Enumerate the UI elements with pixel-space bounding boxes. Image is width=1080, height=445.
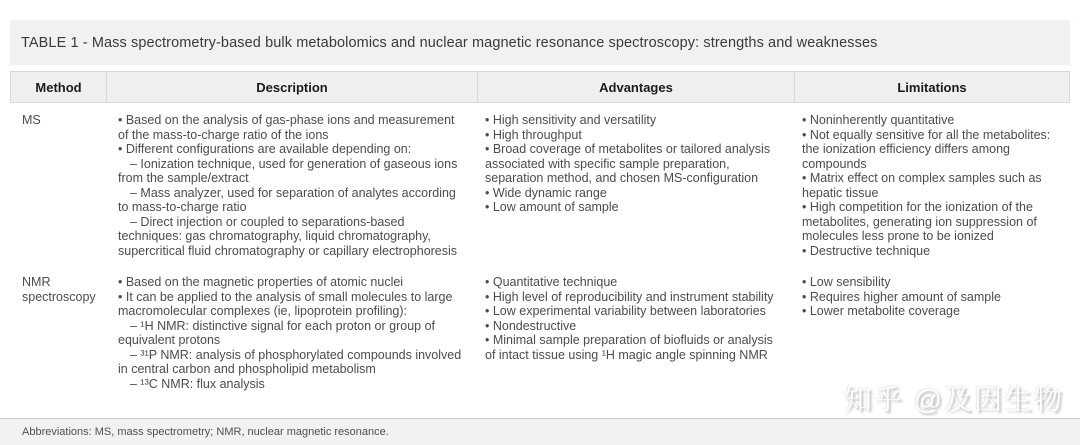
cell-line-item: • Quantitative technique bbox=[485, 275, 618, 289]
cell-line-item: • Based on the analysis of gas-phase ions and measurement of the mass-to-charge ratio of the ions bbox=[118, 113, 455, 142]
method-cell: MS bbox=[22, 113, 41, 127]
cell-line-item: • Low amount of sample bbox=[485, 200, 619, 214]
cell-line-item: • Destructive technique bbox=[802, 243, 931, 258]
cell-line-item: • High level of reproducibility and instrument stability bbox=[485, 289, 774, 304]
cell-line-item: • Minimal sample preparation of biofluids or analysis of intact tissue using ¹H magic angle spinning NMR bbox=[485, 333, 773, 362]
cell-line-item: • Matrix effect on complex samples such as hepatic tissue bbox=[802, 171, 1042, 200]
cell-line-item: • Lower metabolite coverage bbox=[802, 304, 960, 318]
table-caption-text: TABLE 1 - Mass spectrometry-based bulk metabolomics and nuclear magnetic resonance spectroscopy: strengths and weaknesses bbox=[21, 34, 878, 51]
cell-line-item: • Low experimental variability between laboratories bbox=[485, 304, 766, 318]
cell-line-item: • Not equally sensitive for all the metabolites: the ionization efficiency differs among compounds bbox=[802, 127, 1051, 171]
limitations-cell bbox=[795, 275, 1070, 391]
cell-line-item: • It can be applied to the analysis of small molecules to large macromolecular complexes (ie, lipoprotein profiling): bbox=[118, 289, 453, 318]
column-header-advantages: Advantages bbox=[478, 71, 795, 103]
cell-line-item: • High sensitivity and versatility bbox=[485, 113, 657, 127]
cell-line-item: • High competition for the ionization of the metabolites, generating ion suppression of molecules less prone to be ionized bbox=[802, 200, 1037, 243]
abbreviations-text: Abbreviations: MS, mass spectrometry; NMR, nuclear magnetic resonance. bbox=[22, 426, 389, 438]
cell-line-item: • High throughput bbox=[485, 127, 582, 142]
table-row bbox=[10, 113, 1070, 258]
cell-line-item: – Direct injection or coupled to separations-based techniques: gas chromatography, liquid chromatography, supercritical fluid chromatography or capillary electrophoresis bbox=[118, 214, 458, 258]
table-row bbox=[10, 275, 1070, 391]
table-caption bbox=[10, 20, 1070, 65]
zhihu-watermark: 知乎 @及因生物 bbox=[843, 384, 1064, 415]
cell-line-item: • Wide dynamic range bbox=[485, 185, 607, 200]
comparison-table bbox=[10, 71, 1070, 391]
cell-line-item: – Mass analyzer, used for separation of analytes according to mass-to-charge ratio bbox=[118, 185, 456, 214]
cell-line-item: – ¹H NMR: distinctive signal for each proton or group of equivalent protons bbox=[118, 318, 435, 347]
cell-line-item: – ³¹P NMR: analysis of phosphorylated compounds involved in central carbon and phospholipid metabolism bbox=[118, 347, 462, 376]
limitations-cell bbox=[795, 113, 1070, 258]
cell-line-item: • Noninherently quantitative bbox=[802, 113, 955, 127]
table-header-row bbox=[10, 71, 1070, 103]
description-cell bbox=[107, 275, 478, 391]
column-header-limitations: Limitations bbox=[795, 71, 1070, 103]
cell-line-item: • Low sensibility bbox=[802, 275, 891, 289]
method-cell: NMR spectroscopy bbox=[22, 275, 96, 304]
cell-line-item: • Requires higher amount of sample bbox=[802, 289, 1001, 304]
column-header-description: Description bbox=[107, 71, 478, 103]
cell-line-item: • Broad coverage of metabolites or tailored analysis associated with specific sample preparation, separation method, and chosen MS-configuration bbox=[485, 142, 771, 185]
column-header-method: Method bbox=[10, 71, 107, 103]
cell-line-item: • Based on the magnetic properties of atomic nuclei bbox=[118, 275, 404, 289]
cell-line-item: – ¹³C NMR: flux analysis bbox=[130, 376, 265, 391]
table-footnote bbox=[0, 418, 1080, 445]
advantages-cell bbox=[478, 113, 795, 258]
description-cell bbox=[107, 113, 478, 258]
cell-line-item: – Ionization technique, used for generation of gaseous ions from the sample/extract bbox=[118, 156, 458, 185]
cell-line-item: • Different configurations are available depending on: bbox=[118, 142, 412, 156]
advantages-cell bbox=[478, 275, 795, 391]
cell-line-item: • Nondestructive bbox=[485, 318, 577, 333]
